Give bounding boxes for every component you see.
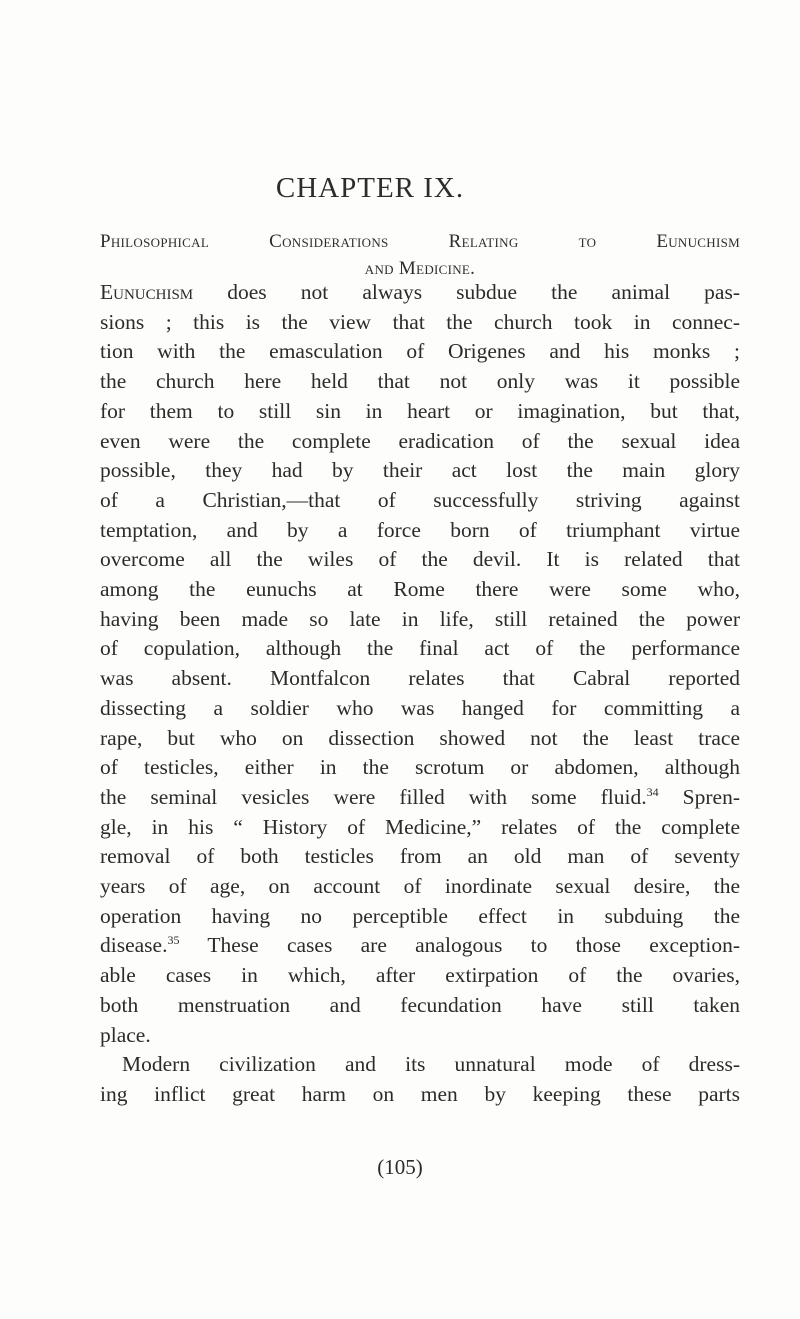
text-line: Modern civilization and its unnatural mode of dress- [122, 1052, 740, 1077]
text-line: rape, but who on dissection showed not the least trace [100, 725, 740, 750]
footnote-ref: 35 [167, 933, 180, 948]
text-line: both menstruation and fecundation have still taken [100, 992, 740, 1017]
text-line: was absent. Montfalcon relates that Cabral reported [100, 666, 740, 691]
text-line: among the eunuchs at Rome there were some who, [100, 577, 740, 602]
text-line: dissecting a soldier who was hanged for committing a [100, 695, 740, 720]
text-line: of testicles, either in the scrotum or abdomen, although [100, 755, 740, 780]
text-line: sions ; this is the view that the church took in connec- [100, 309, 740, 334]
text-line: the church here held that not only was it possible [100, 369, 740, 394]
text-line: Eunuchism does not always subdue the animal pas- [100, 280, 740, 304]
text-line: tion with the emasculation of Origenes and his monks ; [100, 339, 740, 364]
text-line: possible, they had by their act lost the main glory [100, 458, 740, 483]
chapter-subtitle [100, 228, 740, 282]
text-line: gle, in his “ History of Medicine,” relates of the complete [100, 814, 740, 839]
text-line: place. [100, 1022, 151, 1047]
text-line: overcome all the wiles of the devil. It is related that [100, 547, 740, 572]
text-line: having been made so late in life, still retained the power [100, 606, 740, 631]
subtitle-line-1: Philosophical Considerations Relating to Eunuchism [100, 231, 740, 252]
page-number: (105) [377, 1155, 423, 1179]
text-line: ing inflict great harm on men by keeping these parts [100, 1081, 740, 1106]
text-line: of copulation, although the final act of the performance [100, 636, 740, 661]
text-line: temptation, and by a force born of triumphant virtue [100, 517, 740, 542]
text-line: removal of both testicles from an old man of seventy [100, 844, 740, 869]
text-line: of a Christian,—that of successfully striving against [100, 487, 740, 512]
chapter-body [100, 278, 740, 1110]
text-line: even were the complete eradication of the sexual idea [100, 428, 740, 453]
footnote-ref: 34 [646, 784, 659, 799]
lead-word: Eunuchism [100, 280, 194, 304]
text-line: the seminal vesicles were filled with some fluid.$^{34}$ Spren- [100, 784, 740, 809]
text-line: years of age, on account of inordinate sexual desire, the [100, 874, 740, 899]
chapter-heading: CHAPTER IX. [275, 172, 465, 204]
text-line: disease.$^{35}$ These cases are analogous to those exception- [100, 933, 740, 958]
text-line: operation having no perceptible effect in subduing the [100, 903, 740, 928]
text-line: able cases in which, after extirpation of the ovaries, [100, 963, 740, 988]
text-line: for them to still sin in heart or imagination, but that, [100, 398, 740, 423]
subtitle-line-2: and Medicine. [364, 258, 476, 279]
